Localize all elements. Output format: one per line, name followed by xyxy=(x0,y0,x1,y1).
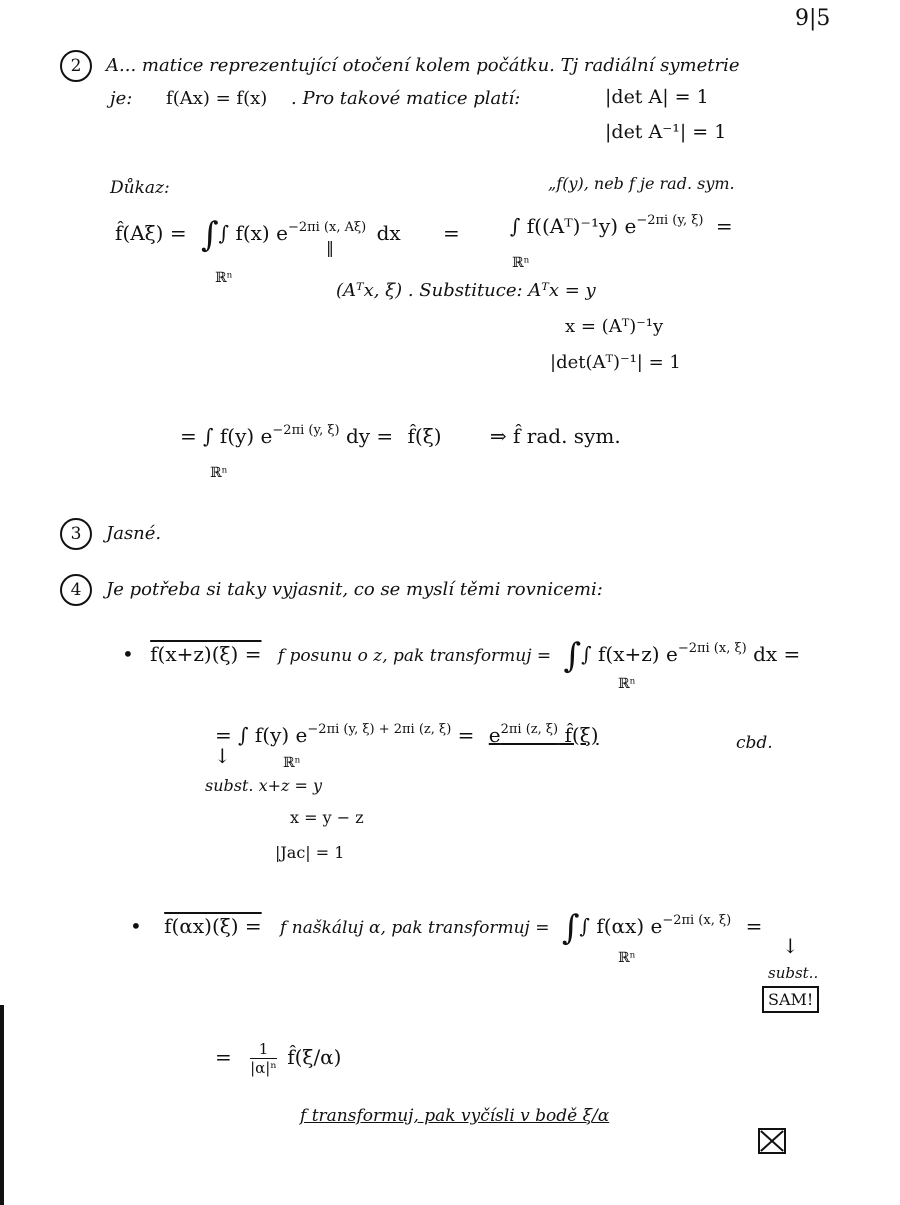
eq1-rhs-equals: = xyxy=(715,214,733,238)
radial-symmetry-equation: f(Ax) = f(x) xyxy=(166,88,268,109)
scale-self-box xyxy=(762,990,819,1009)
bullet-1 xyxy=(122,636,800,676)
eq2-dy: dy = xyxy=(345,424,394,448)
page-edge-line xyxy=(0,1005,4,1205)
problem-3 xyxy=(60,518,161,550)
integral-sign: ∫ xyxy=(200,215,219,255)
shift-eq2-exponent: −2πi (y, ξ) + 2πi (z, ξ) xyxy=(307,722,452,737)
arrow-down-icon: ↓ xyxy=(782,934,799,958)
proof-label: Důkaz: xyxy=(110,178,170,198)
integral-sign: ∫ xyxy=(561,908,580,948)
shift-subst-line3: |Jac| = 1 xyxy=(275,843,345,862)
problem-3-number: 3 xyxy=(60,518,92,550)
eq1-integrand: ∫ f(x) e xyxy=(218,221,288,245)
eq1-dx: dx xyxy=(376,221,401,245)
scale-description: f naškáluj α, pak transformuj = xyxy=(280,918,550,938)
rn-domain-2: ℝⁿ xyxy=(512,255,530,271)
rn-domain-5: ℝⁿ xyxy=(283,755,301,771)
shift-result-fourier: f̂(ξ) xyxy=(564,723,599,747)
arrow-down-icon: ↓ xyxy=(214,744,231,768)
scale-integrand: ∫ f(αx) e xyxy=(579,914,663,938)
scale-equals: = xyxy=(745,914,763,938)
problem-4-intro-text: Je potřeba si taky vyjasnit, co se myslí těmi rovnicemi: xyxy=(106,579,603,600)
shift-result-exponent: 2πi (z, ξ) xyxy=(500,722,559,737)
bullet-icon: • xyxy=(122,642,134,666)
shift-result xyxy=(489,723,599,747)
eq2-integrand: = ∫ f(y) e xyxy=(180,424,273,448)
eq1-lhs xyxy=(115,215,460,255)
shift-eq2-integrand: = ∫ f(y) e xyxy=(215,723,308,747)
eq2-exponent: −2πi (y, ξ) xyxy=(272,423,340,438)
rn-domain-1: ℝⁿ xyxy=(215,270,233,286)
shift-eq2-equals: = xyxy=(457,723,475,747)
det-a-equation: |det A| = 1 xyxy=(605,86,709,108)
page-number: 9|5 xyxy=(795,6,831,31)
problem-2-line2 xyxy=(110,88,520,109)
rn-domain-6: ℝⁿ xyxy=(618,950,636,966)
shift-subst-line1: subst. x+z = y xyxy=(205,776,323,795)
eq2-fourier: f̂(ξ) xyxy=(407,424,442,448)
problem-3-text: Jasné. xyxy=(106,523,162,544)
bullet-2 xyxy=(130,908,762,948)
shift-integrand: ∫ f(x+z) e xyxy=(581,642,678,666)
shift-result-e: e xyxy=(488,723,501,747)
bullet-icon: • xyxy=(130,914,142,938)
scale-result xyxy=(215,1040,342,1077)
qed-box-icon xyxy=(758,1128,786,1154)
shift-exponent: −2πi (x, ξ) xyxy=(677,641,747,656)
shift-dx: dx = xyxy=(753,642,801,666)
line2-prefix: je: xyxy=(110,88,133,109)
substitution-line2: x = (Aᵀ)⁻¹y xyxy=(565,316,664,337)
scale-final-note-text: f transformuj, pak vyčísli v bodě ξ/α xyxy=(300,1106,610,1126)
fourier-a-xi: f̂(Aξ) = xyxy=(115,221,187,245)
bullet-1-eq2 xyxy=(215,722,599,747)
eq2 xyxy=(180,423,621,448)
eq2-conclusion: ⇒ f̂ rad. sym. xyxy=(489,424,621,448)
scale-exponent: −2πi (x, ξ) xyxy=(662,913,732,928)
eq1-exponent: −2πi (x, Aξ) xyxy=(287,220,367,235)
integral-sign: ∫ xyxy=(563,636,582,676)
line2-text: . Pro takové matice platí: xyxy=(291,88,521,109)
shift-qed: cbd. xyxy=(736,733,773,753)
scale-subst: subst.. xyxy=(768,964,819,982)
problem-4-intro xyxy=(60,574,603,606)
fraction-numerator: 1 xyxy=(250,1040,277,1059)
problem-4-number: 4 xyxy=(60,574,92,606)
fraction-denominator: |α|ⁿ xyxy=(250,1059,277,1077)
problem-2-number: 2 xyxy=(60,50,92,82)
problem-2-line1 xyxy=(60,50,739,82)
rn-domain-4: ℝⁿ xyxy=(618,676,636,692)
problem-2-statement: A... matice reprezentující otočení kolem počátku. Tj radiální symetrie xyxy=(106,55,740,76)
eq1-equals: = xyxy=(443,221,460,245)
eq1-rhs xyxy=(510,213,733,238)
shift-fourier-lhs: f(x+z)(ξ) = xyxy=(150,642,262,666)
scale-final-note xyxy=(300,1106,609,1126)
scale-result-equals: = xyxy=(215,1045,232,1069)
substitution-line3: |det(Aᵀ)⁻¹| = 1 xyxy=(550,352,681,373)
scale-fraction xyxy=(250,1040,277,1077)
substitution-line1: (Aᵀx, ξ) . Substituce: Aᵀx = y xyxy=(336,280,596,301)
shift-description: f posunu o z, pak transformuj = xyxy=(277,646,552,666)
scale-fourier-lhs: f(αx)(ξ) = xyxy=(164,914,262,938)
det-a-inverse-equation: |det A⁻¹| = 1 xyxy=(605,121,727,143)
equality-marker: ‖ xyxy=(326,238,334,257)
eq1-rhs-integrand: ∫ f((Aᵀ)⁻¹y) e xyxy=(510,214,637,238)
scale-result-fourier: f̂(ξ/α) xyxy=(287,1045,342,1069)
shift-subst-line2: x = y − z xyxy=(290,808,364,827)
eq1-rhs-exponent: −2πi (y, ξ) xyxy=(636,213,704,228)
self-exercise-label: SAM! xyxy=(762,986,819,1013)
radial-note: „f(y), neb f je rad. sym. xyxy=(548,174,735,193)
rn-domain-3: ℝⁿ xyxy=(210,465,228,481)
